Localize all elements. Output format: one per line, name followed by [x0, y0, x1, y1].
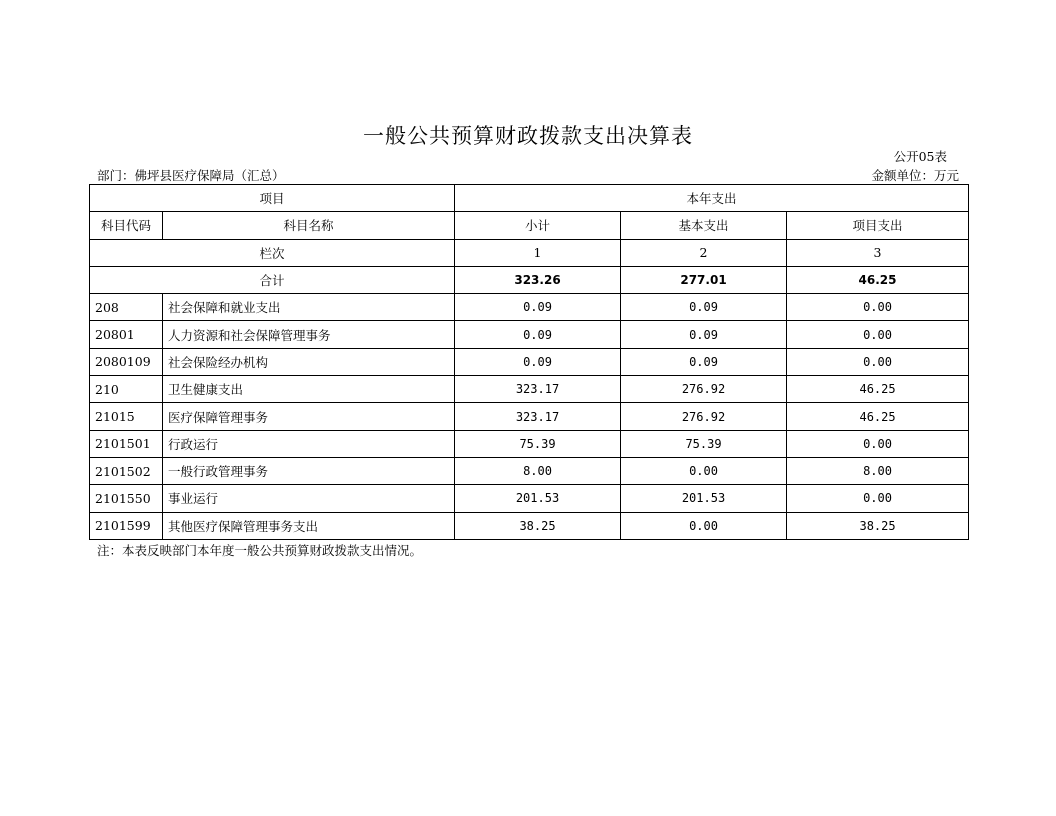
table-row	[90, 321, 969, 348]
column-index-row	[90, 239, 969, 266]
table-row	[90, 430, 969, 457]
total-project: 46.25	[787, 266, 969, 293]
project-expenditure-cell: 38.25	[787, 512, 969, 539]
total-row	[90, 266, 969, 293]
total-subtotal: 323.26	[455, 266, 621, 293]
subtotal-cell: 8.00	[455, 457, 621, 484]
header-item: 项目	[90, 185, 455, 212]
account-code-cell: 2101501	[90, 430, 163, 457]
basic-expenditure-cell: 0.09	[621, 348, 787, 375]
basic-expenditure-cell: 0.00	[621, 512, 787, 539]
basic-expenditure-cell: 0.00	[621, 457, 787, 484]
column-index-3: 3	[787, 239, 969, 266]
table-note: 注：本表反映部门本年度一般公共预算财政拨款支出情况。	[97, 543, 423, 558]
department-label: 部门：佛坪县医疗保障局（汇总）	[97, 168, 285, 183]
column-index-2: 2	[621, 239, 787, 266]
basic-expenditure-cell: 0.09	[621, 294, 787, 321]
header-current-year: 本年支出	[455, 185, 969, 212]
basic-expenditure-cell: 201.53	[621, 485, 787, 512]
account-name-cell: 人力资源和社会保障管理事务	[163, 321, 455, 348]
amount-unit-label: 金额单位：万元	[871, 168, 959, 183]
table-row	[90, 376, 969, 403]
subtotal-cell: 75.39	[455, 430, 621, 457]
project-expenditure-cell: 0.00	[787, 485, 969, 512]
table-row	[90, 294, 969, 321]
subtotal-cell: 0.09	[455, 348, 621, 375]
header-code: 科目代码	[90, 212, 163, 239]
table-row	[90, 457, 969, 484]
account-code-cell: 2080109	[90, 348, 163, 375]
account-name-cell: 卫生健康支出	[163, 376, 455, 403]
basic-expenditure-cell: 276.92	[621, 403, 787, 430]
table-row	[90, 348, 969, 375]
expenditure-table	[89, 184, 969, 540]
basic-expenditure-cell: 276.92	[621, 376, 787, 403]
account-name-cell: 事业运行	[163, 485, 455, 512]
account-code-cell: 210	[90, 376, 163, 403]
header-subtotal: 小计	[455, 212, 621, 239]
basic-expenditure-cell: 75.39	[621, 430, 787, 457]
table-row	[90, 512, 969, 539]
table-row	[90, 403, 969, 430]
header-basic: 基本支出	[621, 212, 787, 239]
total-label: 合计	[90, 266, 455, 293]
project-expenditure-cell: 0.00	[787, 348, 969, 375]
account-name-cell: 其他医疗保障管理事务支出	[163, 512, 455, 539]
page-title: 一般公共预算财政拨款支出决算表	[363, 124, 693, 148]
subtotal-cell: 0.09	[455, 321, 621, 348]
account-name-cell: 行政运行	[163, 430, 455, 457]
header-project: 项目支出	[787, 212, 969, 239]
subtotal-cell: 323.17	[455, 376, 621, 403]
table-row	[90, 485, 969, 512]
account-code-cell: 2101550	[90, 485, 163, 512]
header-row-1	[90, 185, 969, 212]
account-code-cell: 21015	[90, 403, 163, 430]
project-expenditure-cell: 0.00	[787, 430, 969, 457]
subtotal-cell: 38.25	[455, 512, 621, 539]
subtotal-cell: 0.09	[455, 294, 621, 321]
project-expenditure-cell: 46.25	[787, 403, 969, 430]
project-expenditure-cell: 8.00	[787, 457, 969, 484]
column-index-label: 栏次	[90, 239, 455, 266]
project-expenditure-cell: 0.00	[787, 321, 969, 348]
form-number: 公开05表	[893, 149, 947, 164]
account-code-cell: 20801	[90, 321, 163, 348]
header-name: 科目名称	[163, 212, 455, 239]
account-name-cell: 一般行政管理事务	[163, 457, 455, 484]
subtotal-cell: 323.17	[455, 403, 621, 430]
project-expenditure-cell: 46.25	[787, 376, 969, 403]
header-row-2	[90, 212, 969, 239]
account-name-cell: 医疗保障管理事务	[163, 403, 455, 430]
account-name-cell: 社会保险经办机构	[163, 348, 455, 375]
project-expenditure-cell: 0.00	[787, 294, 969, 321]
account-name-cell: 社会保障和就业支出	[163, 294, 455, 321]
account-code-cell: 2101502	[90, 457, 163, 484]
account-code-cell: 2101599	[90, 512, 163, 539]
account-code-cell: 208	[90, 294, 163, 321]
subtotal-cell: 201.53	[455, 485, 621, 512]
basic-expenditure-cell: 0.09	[621, 321, 787, 348]
column-index-1: 1	[455, 239, 621, 266]
total-basic: 277.01	[621, 266, 787, 293]
